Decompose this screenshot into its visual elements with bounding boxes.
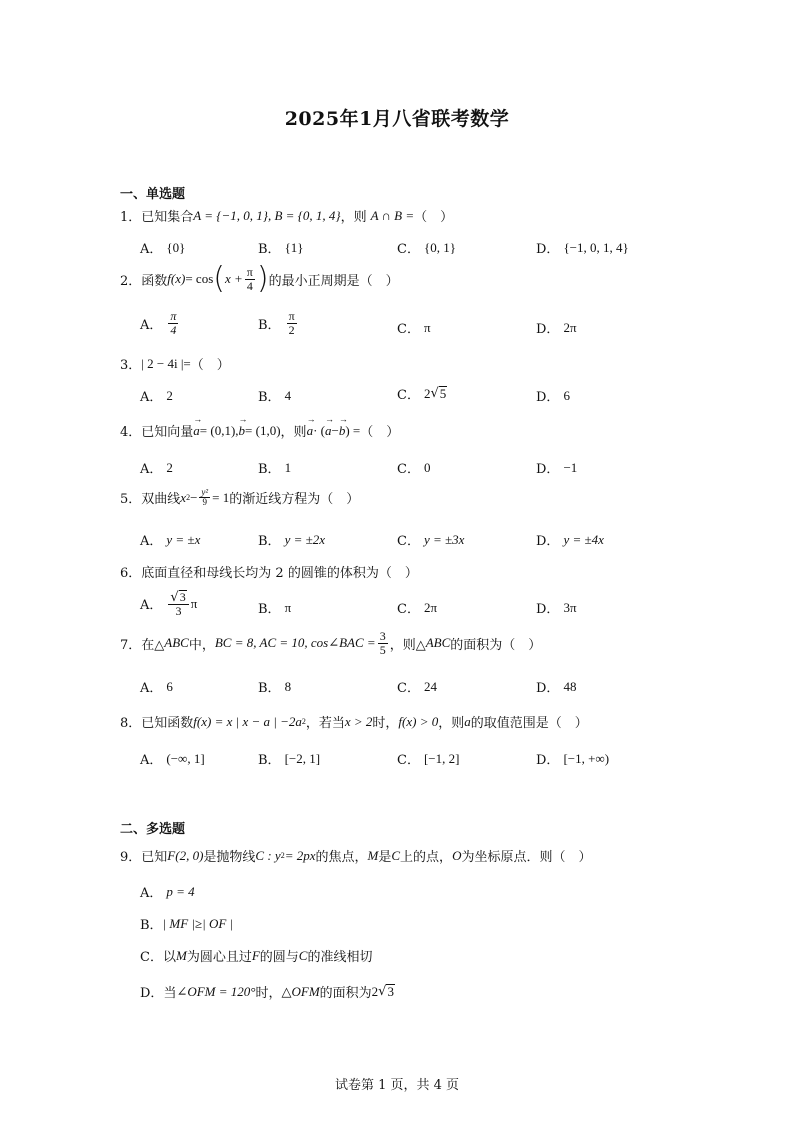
question-7 bbox=[120, 630, 541, 656]
option-a bbox=[140, 310, 180, 336]
option-value: 2π bbox=[563, 319, 577, 335]
option-b bbox=[140, 914, 233, 933]
option-value: 6 bbox=[166, 678, 173, 694]
fraction bbox=[199, 488, 210, 508]
option-b bbox=[258, 530, 325, 549]
option-label: A． bbox=[140, 462, 163, 477]
math-expression: − bbox=[190, 489, 198, 505]
math-expression: A ∩ B = bbox=[370, 207, 415, 223]
option-d bbox=[140, 982, 395, 1001]
question-text: 的取值范围是（ ） bbox=[470, 716, 588, 731]
option-d bbox=[536, 530, 604, 549]
option-value: p = 4 bbox=[166, 883, 195, 899]
question-text: ，则 bbox=[340, 210, 367, 225]
math-expression: △OFM bbox=[281, 983, 320, 999]
fraction bbox=[168, 590, 188, 618]
option-label: C． bbox=[397, 753, 420, 768]
question-number: 8． bbox=[120, 716, 142, 731]
option-label: A． bbox=[140, 242, 163, 257]
option-value: 0 bbox=[423, 459, 431, 475]
radicand: 3 bbox=[179, 590, 186, 604]
option-label: D． bbox=[536, 242, 560, 257]
question-8 bbox=[120, 712, 588, 731]
option-label: C． bbox=[397, 388, 420, 403]
question-9 bbox=[120, 846, 591, 865]
question-number: 9． bbox=[120, 850, 142, 865]
option-label: C． bbox=[397, 242, 420, 257]
right-paren: ) bbox=[256, 261, 269, 296]
option-label: A． bbox=[140, 534, 163, 549]
option-d bbox=[536, 318, 577, 337]
question-number: 4． bbox=[120, 425, 142, 440]
option-c bbox=[140, 946, 372, 965]
question-number: 1． bbox=[120, 210, 142, 225]
question-number: 2． bbox=[120, 273, 142, 289]
option-label: B． bbox=[258, 462, 281, 477]
denominator: 3 bbox=[175, 604, 182, 619]
question-number: 7． bbox=[120, 637, 142, 653]
option-text: 的面积为 bbox=[319, 986, 372, 1001]
option-label: C． bbox=[397, 322, 420, 337]
option-a bbox=[140, 238, 185, 257]
question-text: 底面直径和母线长均为 2 的圆锥的体积为（ ） bbox=[141, 566, 418, 581]
option-label: D． bbox=[536, 681, 560, 696]
square-root bbox=[378, 984, 395, 999]
question-text: 已知 bbox=[141, 850, 168, 865]
fraction bbox=[287, 310, 297, 336]
option-label: A． bbox=[140, 390, 163, 405]
math-expression: = cos bbox=[185, 271, 214, 286]
option-text: 以 bbox=[162, 950, 176, 965]
option-value: {−1, 0, 1, 4} bbox=[563, 239, 629, 255]
option-value: 2 bbox=[166, 387, 173, 403]
math-expression: C : y bbox=[255, 847, 281, 863]
denominator: 5 bbox=[379, 642, 386, 657]
radical-icon: √ bbox=[170, 589, 179, 605]
option-value: 8 bbox=[284, 678, 292, 694]
page-footer: 试卷第 1 页，共 4 页 bbox=[334, 1078, 460, 1093]
question-number: 6． bbox=[120, 566, 142, 581]
answer-paren: （ ） bbox=[190, 358, 230, 373]
vector-b: → b bbox=[339, 423, 346, 439]
fraction bbox=[378, 630, 388, 656]
numerator: 3 bbox=[379, 629, 386, 643]
math-expression: A = {−1, 0, 1}, B = {0, 1, 4} bbox=[193, 207, 341, 223]
math-expression: O bbox=[452, 847, 462, 863]
square-root bbox=[430, 386, 447, 401]
math-expression: = 1 bbox=[212, 489, 230, 505]
option-value: y = ±2x bbox=[284, 531, 326, 547]
option-text: 时， bbox=[255, 986, 282, 1001]
radicand: 5 bbox=[439, 385, 447, 401]
option-value: 3π bbox=[563, 599, 577, 615]
option-c bbox=[397, 530, 464, 549]
option-label: B． bbox=[258, 681, 281, 696]
option-value: | MF |≥| OF | bbox=[162, 915, 234, 931]
math-expression: | 2 − 4i |= bbox=[141, 355, 191, 371]
option-label: B． bbox=[258, 390, 281, 405]
option-a bbox=[140, 530, 200, 549]
pi-symbol: π bbox=[190, 595, 198, 611]
option-text: 的圆与 bbox=[259, 950, 299, 965]
option-value: 2π bbox=[423, 599, 438, 615]
option-value: 6 bbox=[563, 387, 570, 403]
option-text: 的准线相切 bbox=[307, 950, 373, 965]
option-label: C． bbox=[397, 681, 420, 696]
question-text: 是抛物线 bbox=[203, 850, 256, 865]
question-text: 为坐标原点．则（ ） bbox=[461, 850, 592, 865]
option-b bbox=[258, 677, 291, 696]
radical-icon: √ bbox=[378, 984, 387, 1000]
option-label: D． bbox=[140, 986, 164, 1001]
question-4 bbox=[120, 421, 399, 440]
option-value: −1 bbox=[563, 459, 578, 475]
question-number: 3． bbox=[120, 358, 142, 373]
option-value: 2 bbox=[166, 459, 173, 475]
option-label: B． bbox=[140, 918, 163, 933]
question-text: 的最小正周期是（ ） bbox=[268, 273, 399, 289]
question-text: 是 bbox=[378, 850, 392, 865]
math-expression: x bbox=[180, 489, 187, 505]
option-value: y = ±4x bbox=[563, 531, 604, 547]
numerator: y² bbox=[201, 487, 209, 497]
exponent: 2 bbox=[186, 493, 191, 503]
exponent: 2 bbox=[301, 717, 306, 726]
math-expression: x > 2 bbox=[344, 713, 373, 729]
coefficient: 2 bbox=[371, 983, 379, 999]
answer-paren: （ ） bbox=[360, 425, 400, 440]
option-value: (−∞, 1] bbox=[166, 750, 205, 766]
option-c bbox=[397, 458, 430, 477]
option-b bbox=[258, 749, 320, 768]
option-d bbox=[536, 458, 577, 477]
square-root bbox=[170, 590, 186, 604]
option-label: C． bbox=[140, 950, 163, 965]
question-text: ，则△ bbox=[389, 637, 426, 653]
math-expression: M bbox=[367, 847, 379, 863]
question-text: 已知集合 bbox=[141, 210, 194, 225]
numerator bbox=[168, 590, 188, 605]
denominator: 4 bbox=[170, 322, 177, 337]
vector-b: → b bbox=[239, 423, 246, 439]
option-value: 4 bbox=[284, 387, 292, 403]
option-label: A． bbox=[140, 886, 163, 901]
option-value: {1} bbox=[284, 239, 304, 255]
math-expression: · ( bbox=[313, 422, 325, 438]
math-expression: f(x) bbox=[167, 271, 186, 286]
option-a bbox=[140, 458, 173, 477]
option-label: D． bbox=[536, 322, 560, 337]
option-value: π bbox=[423, 319, 431, 335]
math-expression: F bbox=[251, 947, 260, 963]
math-expression: = (1,0) bbox=[245, 422, 281, 438]
question-text: 的渐近线方程为（ ） bbox=[229, 492, 360, 508]
option-label: D． bbox=[536, 462, 560, 477]
option-value: y = ±3x bbox=[423, 531, 465, 547]
question-text: 的焦点， bbox=[315, 850, 368, 865]
vector-a: → a bbox=[325, 423, 332, 439]
option-value: y = ±x bbox=[166, 531, 201, 547]
option-d bbox=[536, 749, 609, 768]
numerator: π bbox=[288, 309, 295, 323]
option-label: B． bbox=[258, 534, 281, 549]
math-expression: f(x) = x | x − a | −2a bbox=[193, 713, 302, 729]
option-a bbox=[140, 749, 205, 768]
option-b bbox=[258, 458, 291, 477]
option-c bbox=[397, 318, 431, 337]
question-number: 5． bbox=[120, 492, 142, 508]
question-text: 已知向量 bbox=[141, 425, 194, 440]
math-expression: ABC bbox=[164, 635, 189, 651]
option-c bbox=[397, 238, 456, 257]
page-title: 2025年1月八省联考数学 bbox=[284, 108, 510, 130]
option-d bbox=[536, 238, 629, 257]
question-5 bbox=[120, 488, 359, 508]
math-expression: F(2, 0) bbox=[167, 847, 204, 863]
option-value: {0, 1} bbox=[423, 239, 456, 255]
question-6 bbox=[120, 562, 418, 581]
math-expression: C bbox=[391, 847, 401, 863]
math-expression: M bbox=[175, 947, 187, 963]
option-a bbox=[140, 386, 173, 405]
math-expression: = (0,1), bbox=[199, 422, 239, 438]
option-a bbox=[140, 882, 195, 901]
fraction bbox=[245, 266, 255, 292]
math-expression: a bbox=[464, 713, 471, 729]
option-b bbox=[258, 386, 291, 405]
radical-icon: √ bbox=[430, 386, 439, 402]
option-label: B． bbox=[258, 602, 281, 617]
left-paren: ( bbox=[213, 261, 225, 296]
option-a bbox=[140, 677, 173, 696]
option-value: 1 bbox=[284, 459, 292, 475]
math-expression: BC = 8, AC = 10, cos∠BAC = bbox=[214, 635, 376, 651]
radicand: 3 bbox=[387, 983, 394, 999]
option-label: C． bbox=[397, 462, 420, 477]
option-label: D． bbox=[536, 753, 560, 768]
question-text: ，若当 bbox=[305, 716, 345, 731]
option-value: 24 bbox=[423, 678, 437, 694]
section-multi-choice: 二、多选题 bbox=[120, 822, 186, 837]
coefficient: 2 bbox=[423, 385, 431, 401]
option-c bbox=[397, 677, 437, 696]
question-text: 在△ bbox=[141, 637, 165, 653]
option-value: π bbox=[284, 599, 292, 615]
option-value: [−2, 1] bbox=[284, 750, 321, 766]
math-expression: C bbox=[298, 947, 308, 963]
option-value: [−1, 2] bbox=[423, 750, 460, 766]
option-value: {0} bbox=[166, 239, 186, 255]
question-text: 的面积为（ ） bbox=[450, 637, 542, 653]
option-c bbox=[397, 598, 437, 617]
math-expression: − bbox=[331, 422, 339, 438]
option-b bbox=[258, 310, 299, 336]
question-text: 已知函数 bbox=[141, 716, 194, 731]
question-text: 时， bbox=[372, 716, 399, 731]
option-d bbox=[536, 386, 570, 405]
option-text: 当 bbox=[163, 986, 177, 1001]
math-expression: ABC bbox=[425, 635, 451, 651]
question-text: 双曲线 bbox=[141, 492, 181, 508]
option-c bbox=[397, 384, 447, 403]
vector-a: → a bbox=[193, 423, 200, 439]
denominator: 9 bbox=[202, 497, 208, 508]
denominator: 2 bbox=[288, 322, 295, 337]
option-label: B． bbox=[258, 753, 281, 768]
option-b bbox=[258, 238, 304, 257]
question-text: 上的点， bbox=[400, 850, 453, 865]
option-label: C． bbox=[397, 602, 420, 617]
question-1 bbox=[120, 206, 453, 225]
option-label: A． bbox=[140, 317, 163, 333]
question-text: 函数 bbox=[141, 273, 168, 289]
option-d bbox=[536, 598, 577, 617]
option-label: D． bbox=[536, 602, 560, 617]
option-value: 48 bbox=[563, 678, 577, 694]
exponent: 2 bbox=[280, 851, 285, 860]
option-label: B． bbox=[258, 242, 281, 257]
math-expression: ) = bbox=[345, 422, 361, 438]
question-2 bbox=[120, 261, 399, 296]
option-label: D． bbox=[536, 534, 560, 549]
option-label: C． bbox=[397, 534, 420, 549]
fraction bbox=[168, 310, 178, 336]
option-label: B． bbox=[258, 317, 281, 333]
question-text: ，则 bbox=[438, 716, 465, 731]
math-expression: x + bbox=[224, 271, 243, 286]
section-single-choice: 一、单选题 bbox=[120, 187, 186, 202]
math-expression: f(x) > 0 bbox=[398, 713, 439, 729]
numerator: π bbox=[246, 264, 253, 279]
option-d bbox=[536, 677, 576, 696]
question-text: 中， bbox=[188, 637, 215, 653]
question-3 bbox=[120, 354, 230, 373]
option-b bbox=[258, 598, 291, 617]
option-label: D． bbox=[536, 390, 560, 405]
answer-paren: （ ） bbox=[414, 210, 454, 225]
option-label: A． bbox=[140, 753, 163, 768]
math-expression: = 2px bbox=[284, 847, 316, 863]
option-label: A． bbox=[140, 598, 163, 614]
option-a bbox=[140, 590, 197, 618]
math-expression: ∠OFM = 120° bbox=[176, 983, 256, 999]
option-text: 为圆心且过 bbox=[186, 950, 252, 965]
option-label: A． bbox=[140, 681, 163, 696]
question-text: ，则 bbox=[280, 425, 307, 440]
vector-a: → a bbox=[307, 423, 314, 439]
option-c bbox=[397, 749, 459, 768]
denominator: 4 bbox=[246, 278, 253, 293]
option-value: [−1, +∞) bbox=[563, 750, 610, 766]
numerator: π bbox=[170, 309, 177, 323]
